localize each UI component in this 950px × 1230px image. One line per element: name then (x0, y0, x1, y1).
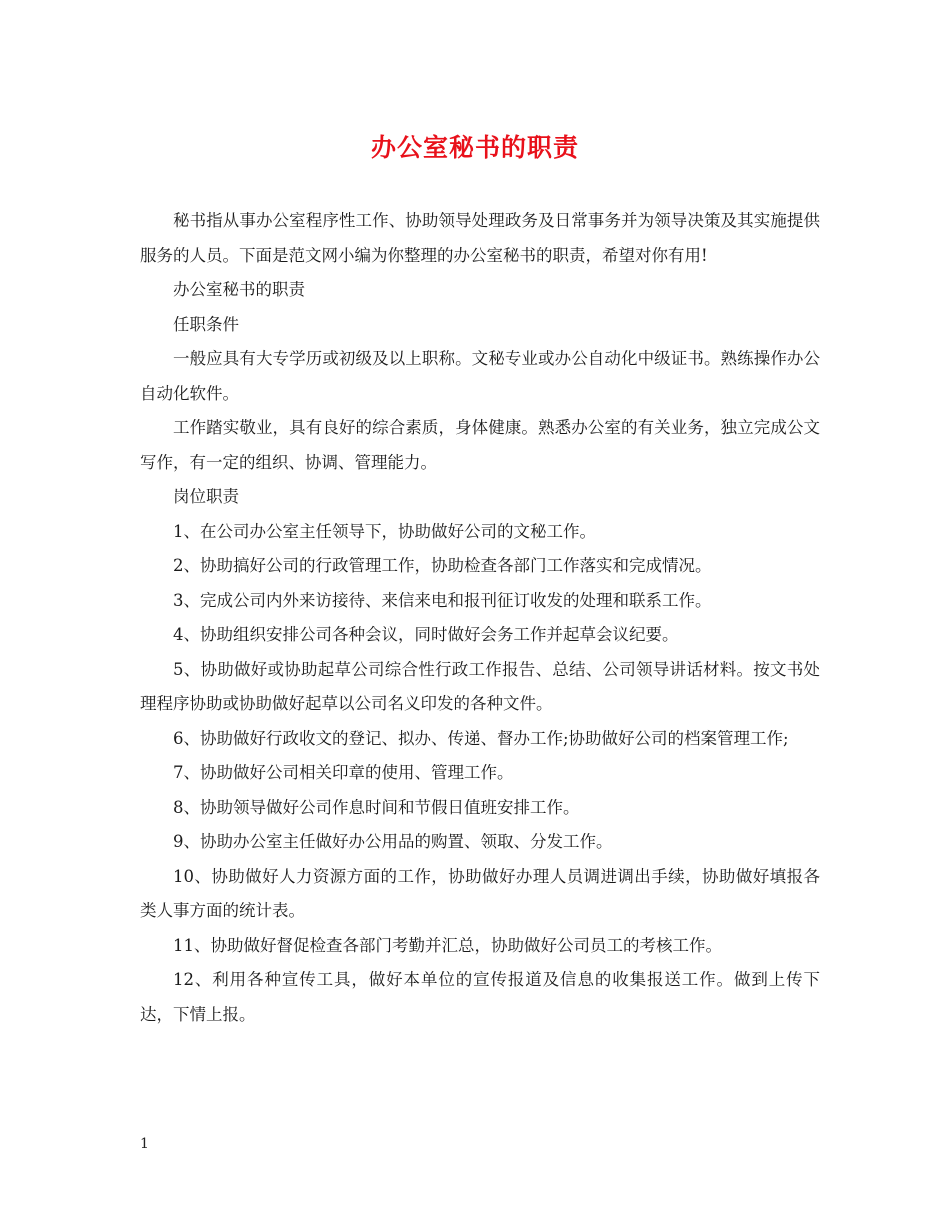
list-item: 12、利用各种宣传工具，做好本单位的宣传报道及信息的收集报送工作。做到上传下达，下情上报。 (140, 970, 820, 1024)
list-item: 4、协助组织安排公司各种会议，同时做好会务工作并起草会议纪要。 (173, 625, 679, 644)
list-item: 11、协助做好督促检查各部门考勤并汇总，协助做好公司员工的考核工作。 (173, 935, 722, 955)
document-title: 办公室秘书的职责 (370, 133, 579, 162)
paragraph-heading-duties: 办公室秘书的职责 (173, 280, 305, 299)
document-body (140, 204, 820, 1032)
paragraph-heading-responsibilities: 岗位职责 (173, 487, 239, 506)
list-item: 3、完成公司内外来访接待、来信来电和报刊征订收发的处理和联系工作。 (173, 590, 712, 610)
list-item: 7、协助做好公司相关印章的使用、管理工作。 (173, 763, 514, 782)
list-item: 8、协助领导做好公司作息时间和节假日值班安排工作。 (173, 797, 580, 817)
list-item: 9、协助办公室主任做好办公用品的购置、领取、分发工作。 (173, 832, 613, 851)
paragraph-requirement-1: 一般应具有大专学历或初级及以上职称。文秘专业或办公自动化中级证书。熟练操作办公自动化软件。 (140, 349, 820, 403)
paragraph-requirement-2: 工作踏实敬业，具有良好的综合素质，身体健康。熟悉办公室的有关业务，独立完成公文写作，有一定的组织、协调、管理能力。 (140, 418, 820, 472)
list-item: 10、协助做好人力资源方面的工作，协助做好办理人员调进调出手续，协助做好填报各类人事方面的统计表。 (140, 866, 820, 920)
paragraph-heading-requirements: 任职条件 (173, 314, 239, 334)
list-item: 2、协助搞好公司的行政管理工作，协助检查各部门工作落实和完成情况。 (173, 556, 712, 575)
paragraph-intro: 秘书指从事办公室程序性工作、协助领导处理政务及日常事务并为领导决策及其实施提供服务的人员。下面是范文网小编为你整理的办公室秘书的职责，希望对你有用! (140, 211, 820, 265)
list-item: 5、协助做好或协助起草公司综合性行政工作报告、总结、公司领导讲话材料。按文书处理程序协助或协助做好起草以公司名义印发的各种文件。 (140, 659, 820, 713)
page-number: 1 (140, 1136, 149, 1152)
list-item: 6、协助做好行政收文的登记、拟办、传递、督办工作;协助做好公司的档案管理工作; (173, 728, 789, 748)
list-item: 1、在公司办公室主任领导下，协助做好公司的文秘工作。 (173, 521, 596, 541)
